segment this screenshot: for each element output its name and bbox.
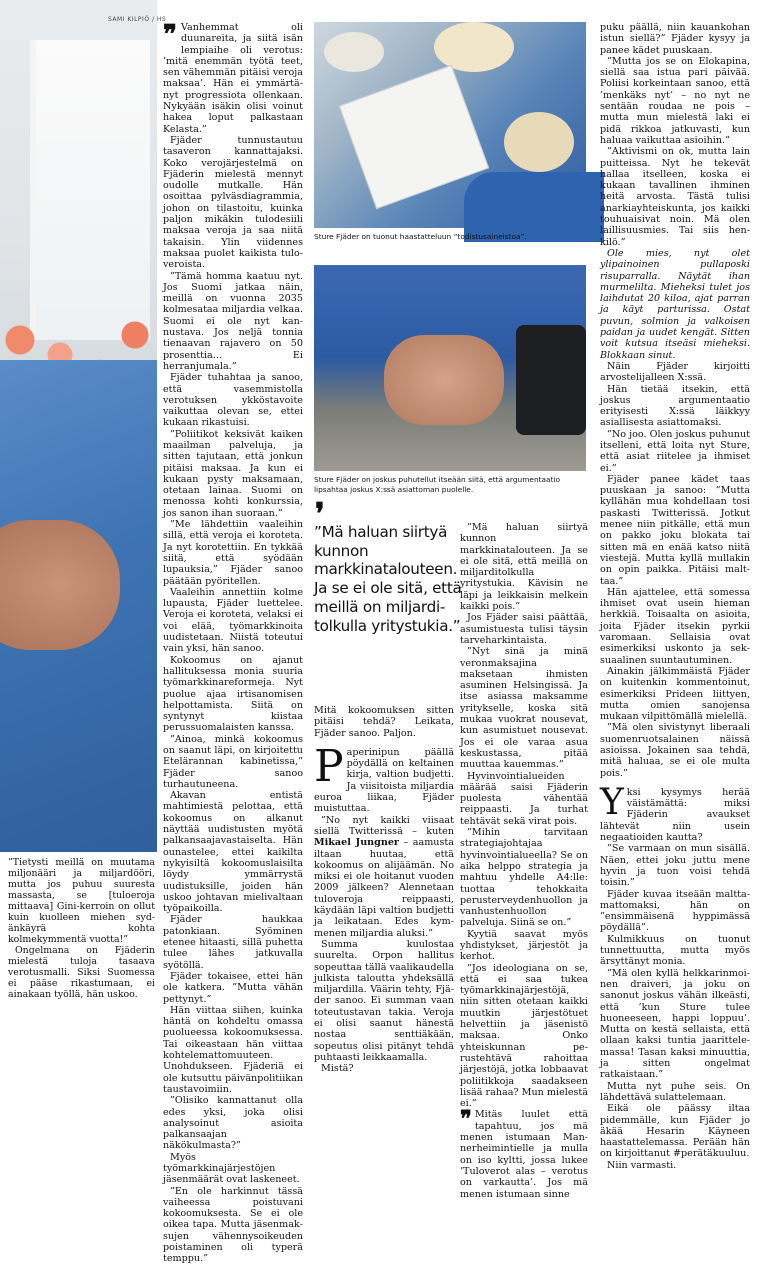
portrait-photo [0,0,157,852]
quote-mark-icon: ❞ [460,1106,472,1133]
col5b-p7: Niin varmasti. [607,1159,677,1171]
column-4 [460,522,588,1200]
pullquote-mark-icon: ❜ [315,497,325,532]
column-2 [163,20,303,1265]
col2-p7: Kokoomus on ajanut hallituksessa monia suuria työmarkkinareformeja. Nyt puolue ajaa irtisanomisen helpottamista. Siitä on syntynyt kiistaa perussuomalaisten kanssa. [163,654,303,734]
col5b-p5: Mutta nyt puhe seis. On lähdettävä sulattelemaan. [600,1080,750,1103]
col5-p4: Näin Fjäder kirjoitti arvostelijalleen X:ssä. [600,360,750,384]
col2-p8: ”Ainoa, minkä kokoomus on saanut läpi, on kirjoitettu Etelärannan kabinetissa,” Fjäder sanoo turhautuneena. [163,733,303,790]
quote-mark-icon: ❞ [163,20,177,50]
col3-p2b: Mikael Jungner [314,837,399,849]
col3-p2c: – aamusta iltaan huutaa, että kokoomus on alijäämän. No miksi ei ole hoitanut vuoden 2009 jälkeen? Alennetaan tuloveroja reippaasti, käydään läpi valtion budjetti ja leikataan. Edes kymmenen miljardia aluksi.” [314,837,454,939]
left-column [8,857,155,1000]
col5b-p0: ksi kysymys herää väistämättä: miksi Fjäderin avaukset lähtevät niin usein negaatioiden kautta? [600,786,750,844]
col4-p4: ”Mihin tarvitaan strategiajohtajaa hyvinvointialueella? Se on aika helppo strategia ja mahtuu yhdelle A4:lle: tuottaa tehokkaita perusterveydenhuollon ja vanhustenhuollon palveluja. Siinä se on.” [460,827,588,929]
col2-p1: Fjäder tunnustautuu tasaveron kannattajaksi. Koko verojärjestelmä on Fjäderin mielestä mennyt oudolle mutkalle. Hän osoittaa pylväsdiagrammia, johon on tilastoitu, kuinka paljon mikäkin tulodesiili maksaa veroja ja saa niitä takaisin. Ylin viidennes maksaa puolet kaikista tuloveroista. [163,134,303,271]
col3-p4: Mistä? [321,1063,354,1075]
col5-p5: Hän tietää itsekin, että joskus argumentaatio erityisesti X:ssä läikkyy asiallisesta asiattomaksi. [600,383,750,429]
col2-p4: ”Poliitikot keksivät kaiken maailman palveluja, ja sitten tajutaan, että jonkun pitäisi maksaa. Ja kun ei kukaan pysty maksamaan, otetaan lainaa. Suomi on menossa kohti konkurssia, jos sanon ihan suoraan.” [163,428,303,519]
left-quote: ”Tietysti meillä on muutama miljonääri ja miljardööri, mutta jos puhuu suuresta massasta, se [tuloeroja mittaava] Gini-kerroin on ollut kuin kuolleen miehen sydänkäyrä kohta kolmekymmentä vuotta!” [8,857,155,945]
column-3 [314,705,454,1075]
photo-hands [314,265,586,471]
col5b-p3: Kulmikkuus on tuonut tunnettuutta, mutta myös ärsyttänyt monia. [600,933,750,968]
plate [324,32,384,72]
col5-p6: ”No joo. Olen joskus puhunut itselleni, että loita nyt Sture, että asiat riitelee ja ihmiset ei.” [600,428,750,474]
col4-p0: ”Mä haluan siirtyä kunnon markkinatalouteen. Ja se ei ole sitä, että meillä on miljarditolkulla yritystukia. Kävisin ne läpi ja leikkaisin melkein kaikki pois.” [460,522,588,613]
col2-p2: ”Tämä homma kaatuu nyt. Jos Suomi jatkaa näin, meillä on vuonna 2035 kolmesataa miljardia velkaa. Suomi ei ole nyt kannustava. Jos neljä tonnia tienaavan rajavero on 50 prosenttia… Ei herranjumala.” [163,270,303,372]
column-5 [600,22,750,1171]
col3-p0: Mitä kokoomuksen sitten pitäisi tehdä? Leikata, Fjäder sanoo. Paljon. [314,705,454,739]
col5-p9: Ainakin jälkimmäistä Fjäder on kuitenkin kommentoinut, esimerkiksi Prideen liittyen, mutta omien sanojensa mukaan vilpittömällä mielellä. [600,665,750,723]
col5-p0: puku päällä, niin kauankohan istun siellä?” Fjäder kysyy ja panee kädet puuskaan. [600,22,750,56]
clasped-hands [384,335,504,425]
col5-p3: Ole mies, nyt olet ylipainoinen pullaposki risuparralla. Näytät ihan murmelilta. Mieheksi tulet jos laihdutat 20 kiloa, ajat parran ja käyt parturissa. Ostat puvun, solmion ja valkoisen paidan ja uudet kengät. Sitten voit kutsua itseäsi mieheksi. Blokkaan sinut. [600,247,750,361]
col4-p1: Jos Fjäder saisi päättää, asumistuesta tulisi täysin tarveharkintaista. [460,612,588,646]
col5-p10: ”Mä olen sivistynyt liberaali suomenruotsalainen näissä asioissa. Jokainen saa tehdä, mitä haluaa, se ei ole multa pois.” [600,722,750,779]
col4-p3: Hyvinvointialueiden määrää saisi Fjäderin puolesta vähentää reippaasti. Ja turhat tehtävät sekä virat pois. [460,770,588,827]
col2-p10: Fjäder haukkaa patonkiaan. Syöminen etenee hitaasti, sillä puhetta tulee lähes jatkuvalla syötöllä. [163,914,303,971]
dropcap-y: Y [600,781,624,823]
hand [0,520,120,650]
window [30,40,150,340]
dark-object [516,325,586,435]
plate [504,112,574,172]
photo-table-documents [314,22,586,228]
col4-p7: Mitäs luulet että tapahtuu, jos mä menen istumaan Mannerheimintielle ja mulla on iso kyltti, jossa lukee ’Tuloverot alas – verotus on varkautta’. Jos mä menen istumaan sinne [460,1109,588,1200]
col2-tail-1: ”En ole harkinnut tässä vaiheessa poistuvani kokoomuksesta. Se ei ole oikea tapa. Mutta jäsenmaksujen vähennysoikeuden poistaminen oli typerä temppu.” [163,1185,303,1265]
col5-p7: Fjäder panee kädet taas puuskaan ja sanoo: ”Mutta kyllähän mua kohdellaan tosi paskasti Twitterissä. Jotkut menee niin pitkälle, että mun on pakko joku blokata tai sitten mä en enää katso niitä viestejä. Mutta kyllä mullakin on opin paikka. Pitäisi malttaa.” [600,473,750,587]
col2-p6: Vaaleihin annettiin kolme lupausta, Fjäder luettelee. Veroja ei koroteta, velaksi ei voi elää, työmarkkinoita uudistetaan. Niistä toteutui vain yksi, hän sanoo. [163,586,303,655]
col2-p9: Akavan entistä mahtimiestä pelottaa, että kokoomus on alkanut näyttää uudistusten myötä palkansaajavastaiselta. Hän ounastelee, ettei kaikilta nykyisiltä kokoomuslaisilta löydy ymmärrystä uudistuksille, joiden hän uskoo johtavan mielivaltaan työpaikoilla. [163,790,303,915]
col3-p3: Summa kuulostaa suurelta. Orpon hallitus sopeuttaa tällä vaalikaudella julkista taloutta yhdeksällä miljardilla. Väärin tehty, Fjäder sanoo. Ei summan vaan toteutustavan takia. Veroja ei olisi saanut hänestä nostaa senttiäkään, sopeutus olisi pitänyt tehdä puhtaasti leikkaamalla. [314,938,454,1063]
col5b-p4: ”Mä olen kyllä helkkarinmoinen draiveri, ja joku on sanonut joskus vähän ilkeästi, että ’kun Sture tulee huoneeseen, happi loppuu’. Mutta on kestä sellaista, että ollaan kaksi tuntia jaarittelemassa! Tasan kaksi minuuttia, ja sitten ongelmat ratkaistaan.” [600,967,750,1081]
col3-p1: aperinipun päällä pöydällä on keltainen kirja, valtion budjetti. Ja viisitoista miljardia euroa liikaa, Fjäder muistuttaa. [314,746,454,815]
dropcap-p: P [314,740,344,792]
col2-p5: ”Me lähdettiin vaaleihin sillä, että veroja ei koroteta. Ja nyt korotettiin. En tykkää siitä, että syödään lupauksia,” Fjäder sanoo päätään pyöritellen. [163,519,303,587]
col2-p3: Fjäder tuhahtaa ja sanoo, että vasemmistolla verotuksen ykköstavoite vaikuttaa olevan se, ettei kukaan rikastuisi. [163,372,303,429]
col4-p5: Kyytiä saavat myös yhdistykset, järjestöt ja kerhot. [460,928,588,963]
caption-2: Sture Fjäder on joskus puhutellut itseään siitä, että argumentaatio lipsahtaa joskus X:ssä asiattoman puolelle. [314,475,561,494]
pullquote: ”Mä haluan siirtyä kunnon markkinatalouteen. Ja se ei ole sitä, että meillä on miljarditolkulla yritystukia.” [314,523,462,635]
photo-credit: SAMI KILPIÖ / HS [108,16,167,23]
col2-p12: Hän viittaa siihen, kuinka häntä on kohdeltu omassa puolueessa kokoomuksessa. Tai oikeastaan hän viittaa kohtelemattomuuteen. Unohdukseen. Fjäderiä ei ole kutsuttu päivänpolitiikan taustavoimiin. [163,1004,303,1095]
col5b-p2: Fjäder kuvaa itseään malttamattomaksi, hän on ”ensimmäisenä hyppimässä pöydällä”. [600,888,750,934]
col2-p11: Fjäder tokaisee, ettei hän ole katkera. ”Mutta vähän pettynyt.” [163,970,303,1005]
col3-p2a: ”No nyt kaikki viisaat siellä Twitterissä – kuten [314,814,454,837]
plate [434,22,514,72]
col4-p6: ”Jos ideologiana on se, että ei saa tukea työmarkkinajärjestöjä, niin sitten otetaan kaikki muutkin järjestötuet helvettiin ja jäsenistö maksaa. Onko yhteiskunnan perustehtävä rahoittaa järjestöjä, jotka lobbaavat poliitikkoja saadakseen lisää rahaa? Mun mielestä ei.” [460,962,588,1110]
left-quote-p2: Ongelmana on Fjäderin mielestä tuloja tasaava verotusmalli. Siksi Suomessa ei pääse rikastumaan, ei ainakaan työllä, hän uskoo. [8,945,155,1000]
col5-p2: ”Aktivismi on ok, mutta lain puitteissa. Nyt he tekevät hallaa itselleen, koska ei kukaan tavallinen ihminen heitä arvosta. Tästä tulisi anarkiayhteiskunta, jos kaikki touhuaisivat noin. Mä olen laillisuusmies. Tai siis henkilö.” [600,146,750,248]
col5b-p6: Eikä ole päässy iltaa pidemmälle, kun Fjäder jo äkää Hesarin Käyneen haastattelemassa. Perään hän on kirjoittanut #perätäkuuluu. [600,1103,750,1160]
caption-1: Sture Fjäder on tuonut haastatteluun ”todistusaineistoa”. [314,232,527,241]
col4-p2: ”Nyt sinä ja minä veronmaksajina maksetaan ihmisten asuminen Helsingissä. Ja itse asiassa maksamme yritykselle, koska sitä mukaa vuokrat nousevat, kun asumistuet nousevat. Jos ei ole varaa asua keskustassa, pitää muuttaa kauemmas.” [460,646,588,771]
col5b-p1: ”Se varmaan on mun sisällä. Näen, ettei joku juttu mene hyvin ja tuon voisi tehdä toisin.” [600,843,750,889]
col2-p13: ”Olisiko kannattanut olla edes yksi, joka olisi analysoinut asioita palkansaajan näkökulmasta?” [163,1095,303,1152]
col5-p8: Hän ajattelee, että somessa ihmiset ovat usein hieman herkkiä. Toisaalta on asioita, joita Fjäder itsekin pyrkii varomaan. Sellaisia ovat esimerkiksi uskonto ja seksuaalinen suuntautuminen. [600,586,750,666]
col5-p1: ”Mutta jos se on Elokapina, siellä saa istua pari päivää. Poliisi korkeintaan sanoo, että ’menkäks nyt’ – no nyt ne sentään roudaa ne pois – mutta mun mielestä laki ei pidä rikkoa jatkuvasti, kun haluaa vaikuttaa asioihin.” [600,55,750,146]
col2-tail-0: Myös työmarkkinajärjestöjen jäsenmäärät ovat laskeneet. [163,1151,300,1186]
col2-p0: Vanhemmat oli duunareita, ja siitä isän lempiaihe oli verotus: ’mitä enemmän työtä teet, sen vähemmän pitäisi veroja maksaa’. Hän ei ymmärtänyt progressiota ollenkaan. Nykyään isäkin olisi voinut hakea loput palkastaan Kelasta.” [163,22,303,135]
